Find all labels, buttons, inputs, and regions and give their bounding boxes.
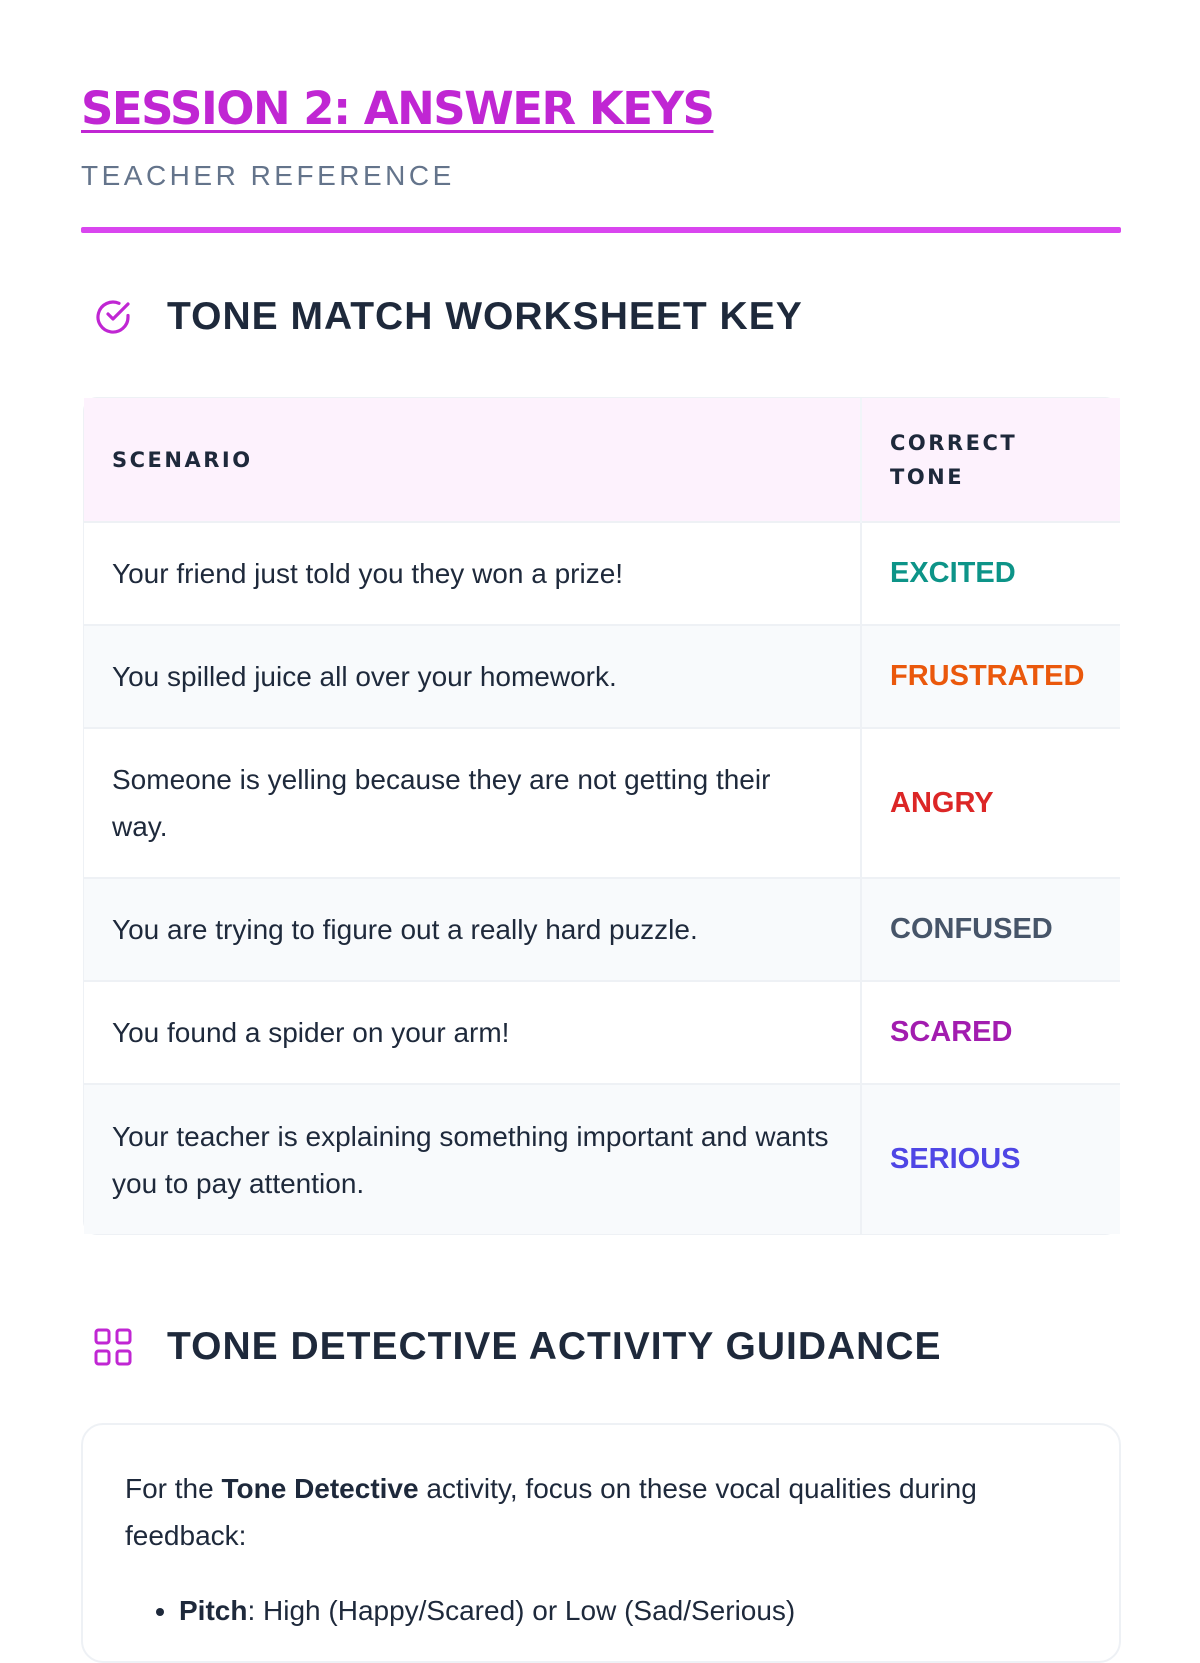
scenario-cell: You found a spider on your arm! xyxy=(84,981,861,1084)
table-header-row xyxy=(84,398,1120,522)
page-title: SESSION 2: ANSWER KEYS xyxy=(81,82,714,135)
scenario-cell: Your teacher is explaining something important and wants you to pay attention. xyxy=(84,1084,861,1234)
tone-match-heading xyxy=(81,295,803,339)
tone-detective-guidance-card xyxy=(81,1423,1121,1663)
tone-cell: ANGRY xyxy=(861,728,1120,878)
table-row xyxy=(84,728,1120,878)
tone-cell: CONFUSED xyxy=(861,878,1120,981)
table-row xyxy=(84,625,1120,728)
tone-detective-heading-text: TONE DETECTIVE ACTIVITY GUIDANCE xyxy=(167,1325,942,1368)
tone-cell: FRUSTRATED xyxy=(861,625,1120,728)
tone-cell: SERIOUS xyxy=(861,1084,1120,1234)
table-row xyxy=(84,981,1120,1084)
grid-icon xyxy=(81,1325,145,1369)
column-header-scenario: SCENARIO xyxy=(84,398,861,522)
tone-match-heading-text: TONE MATCH WORKSHEET KEY xyxy=(167,295,803,338)
table-row xyxy=(84,522,1120,625)
table-row xyxy=(84,1084,1120,1234)
list-item xyxy=(179,1587,1077,1634)
guidance-list xyxy=(125,1587,1077,1634)
list-item-label: Pitch xyxy=(179,1595,248,1626)
intro-text-bold: Tone Detective xyxy=(221,1473,419,1504)
scenario-cell: Your friend just told you they won a prize! xyxy=(84,522,861,625)
title-divider xyxy=(81,227,1121,233)
table-row xyxy=(84,878,1120,981)
tone-match-table xyxy=(83,397,1119,1235)
list-item-text: : High (Happy/Scared) or Low (Sad/Serious) xyxy=(247,1595,796,1626)
guidance-intro xyxy=(125,1465,1077,1559)
scenario-cell: You spilled juice all over your homework. xyxy=(84,625,861,728)
tone-cell: SCARED xyxy=(861,981,1120,1084)
tone-detective-heading xyxy=(81,1325,942,1369)
tone-cell: EXCITED xyxy=(861,522,1120,625)
page-subtitle: TEACHER REFERENCE xyxy=(81,160,455,191)
intro-text-start: For the xyxy=(125,1473,222,1504)
scenario-cell: You are trying to figure out a really hard puzzle. xyxy=(84,878,861,981)
intro-text-end: activity, focus on these vocal qualities during feedback: xyxy=(125,1473,977,1551)
check-circle-icon xyxy=(81,295,145,339)
scenario-cell: Someone is yelling because they are not getting their way. xyxy=(84,728,861,878)
column-header-correct-tone: CORRECT TONE xyxy=(861,398,1120,522)
